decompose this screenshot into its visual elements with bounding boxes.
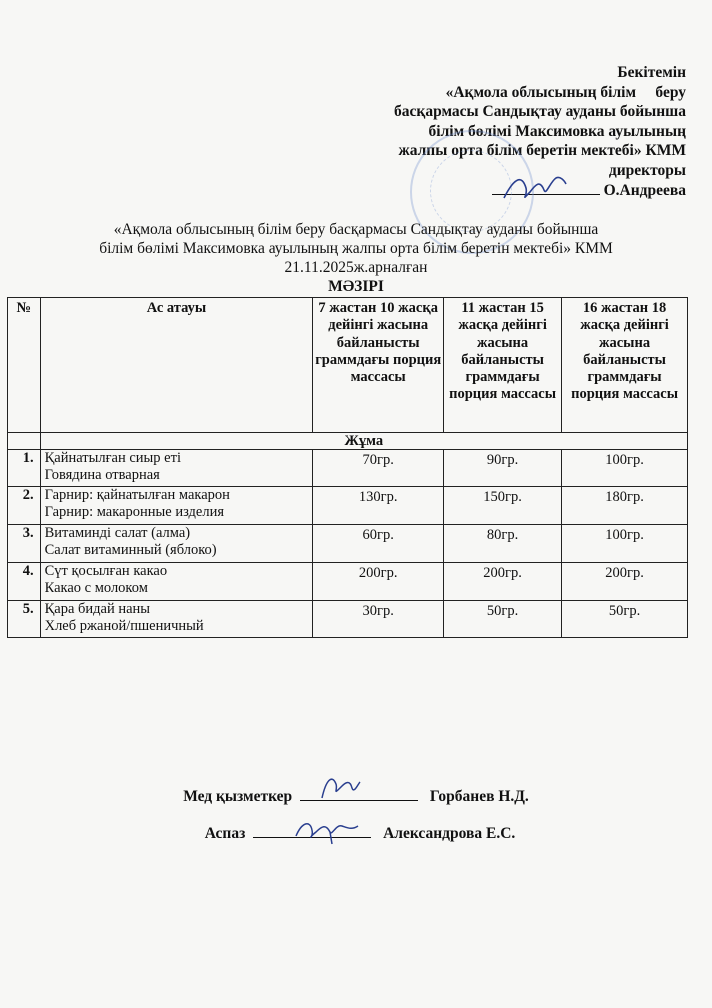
portion-7-10: 30гр. xyxy=(313,601,444,638)
table-header-row xyxy=(8,298,688,433)
portion-11-15: 90гр. xyxy=(444,450,562,487)
cook-name: Александрова Е.С. xyxy=(383,825,516,842)
portion-7-10: 60гр. xyxy=(313,525,444,563)
menu-table xyxy=(7,297,688,638)
row-number: 5. xyxy=(8,601,41,638)
table-row xyxy=(8,487,688,525)
portion-16-18: 100гр. xyxy=(562,525,688,563)
med-worker-label: Мед қызметкер xyxy=(183,788,293,805)
row-number: 3. xyxy=(8,525,41,563)
portion-11-15: 150гр. xyxy=(444,487,562,525)
approval-line: басқармасы Сандықтау ауданы бойынша xyxy=(394,103,686,120)
org-line-1: «Ақмола облысының білім беру басқармасы Сандықтау ауданы бойынша xyxy=(113,221,599,238)
approval-signer: О.Андреева xyxy=(603,182,686,199)
approval-line: жалпы орта білім беретін мектебі» КММ xyxy=(398,142,686,159)
menu-title: МӘЗІРІ xyxy=(328,278,384,295)
cook-label: Аспаз xyxy=(204,825,246,842)
dish-name: Қайнатылған сиыр еті Говядина отварная xyxy=(40,450,313,487)
dish-name: Гарнир: қайнатылған макарон Гарнир: макаронные изделия xyxy=(40,487,313,525)
day-row xyxy=(8,433,688,450)
portion-16-18: 100гр. xyxy=(562,450,688,487)
organization-header xyxy=(0,220,712,296)
table-row xyxy=(8,525,688,563)
portion-7-10: 70гр. xyxy=(313,450,444,487)
approval-line: «Ақмола облысының білім беру xyxy=(445,83,686,101)
approval-line: білім бөлімі Максимовка ауылының xyxy=(428,122,686,140)
med-worker-signature-icon xyxy=(316,770,362,804)
approval-line: директоры xyxy=(608,161,686,179)
org-line-2: білім бөлімі Максимовка ауылының жалпы орта білім беретін мектебі» КММ xyxy=(99,240,613,257)
header-age-16-18: 16 жастан 18 жасқа дейінгі жасына байланысты граммдағы порция массасы xyxy=(562,298,688,433)
header-number: № xyxy=(8,298,41,433)
dish-name: Қара бидай наны Хлеб ржаной/пшеничный xyxy=(40,601,313,638)
row-number: 2. xyxy=(8,487,41,525)
portion-11-15: 200гр. xyxy=(444,563,562,601)
portion-16-18: 50гр. xyxy=(562,601,688,638)
table-row xyxy=(8,601,688,638)
portion-11-15: 50гр. xyxy=(444,601,562,638)
portion-7-10: 130гр. xyxy=(313,487,444,525)
approval-line: Бекітемін xyxy=(617,64,686,81)
dish-name: Витаминді салат (алма) Салат витаминный (яблоко) xyxy=(40,525,313,563)
portion-16-18: 200гр. xyxy=(562,563,688,601)
portion-7-10: 200гр. xyxy=(313,563,444,601)
header-age-11-15: 11 жастан 15 жасқа дейінгі жасына байланысты граммдағы порция массасы xyxy=(444,298,562,433)
header-dish: Ас атауы xyxy=(40,298,313,433)
table-row xyxy=(8,563,688,601)
portion-16-18: 180гр. xyxy=(562,487,688,525)
table-row xyxy=(8,450,688,487)
director-signature-icon xyxy=(500,168,570,208)
row-number: 1. xyxy=(8,450,41,487)
header-age-7-10: 7 жастан 10 жасқа дейінгі жасына байланысты граммдағы порция массасы xyxy=(313,298,444,433)
menu-date: 21.11.2025ж.арналған xyxy=(284,259,428,276)
cook-signature-icon xyxy=(292,812,362,848)
dish-name: Сүт қосылған какао Какао с молоком xyxy=(40,563,313,601)
row-number: 4. xyxy=(8,563,41,601)
med-worker-name: Горбанев Н.Д. xyxy=(429,788,529,805)
day-label: Жұма xyxy=(40,433,687,450)
portion-11-15: 80гр. xyxy=(444,525,562,563)
